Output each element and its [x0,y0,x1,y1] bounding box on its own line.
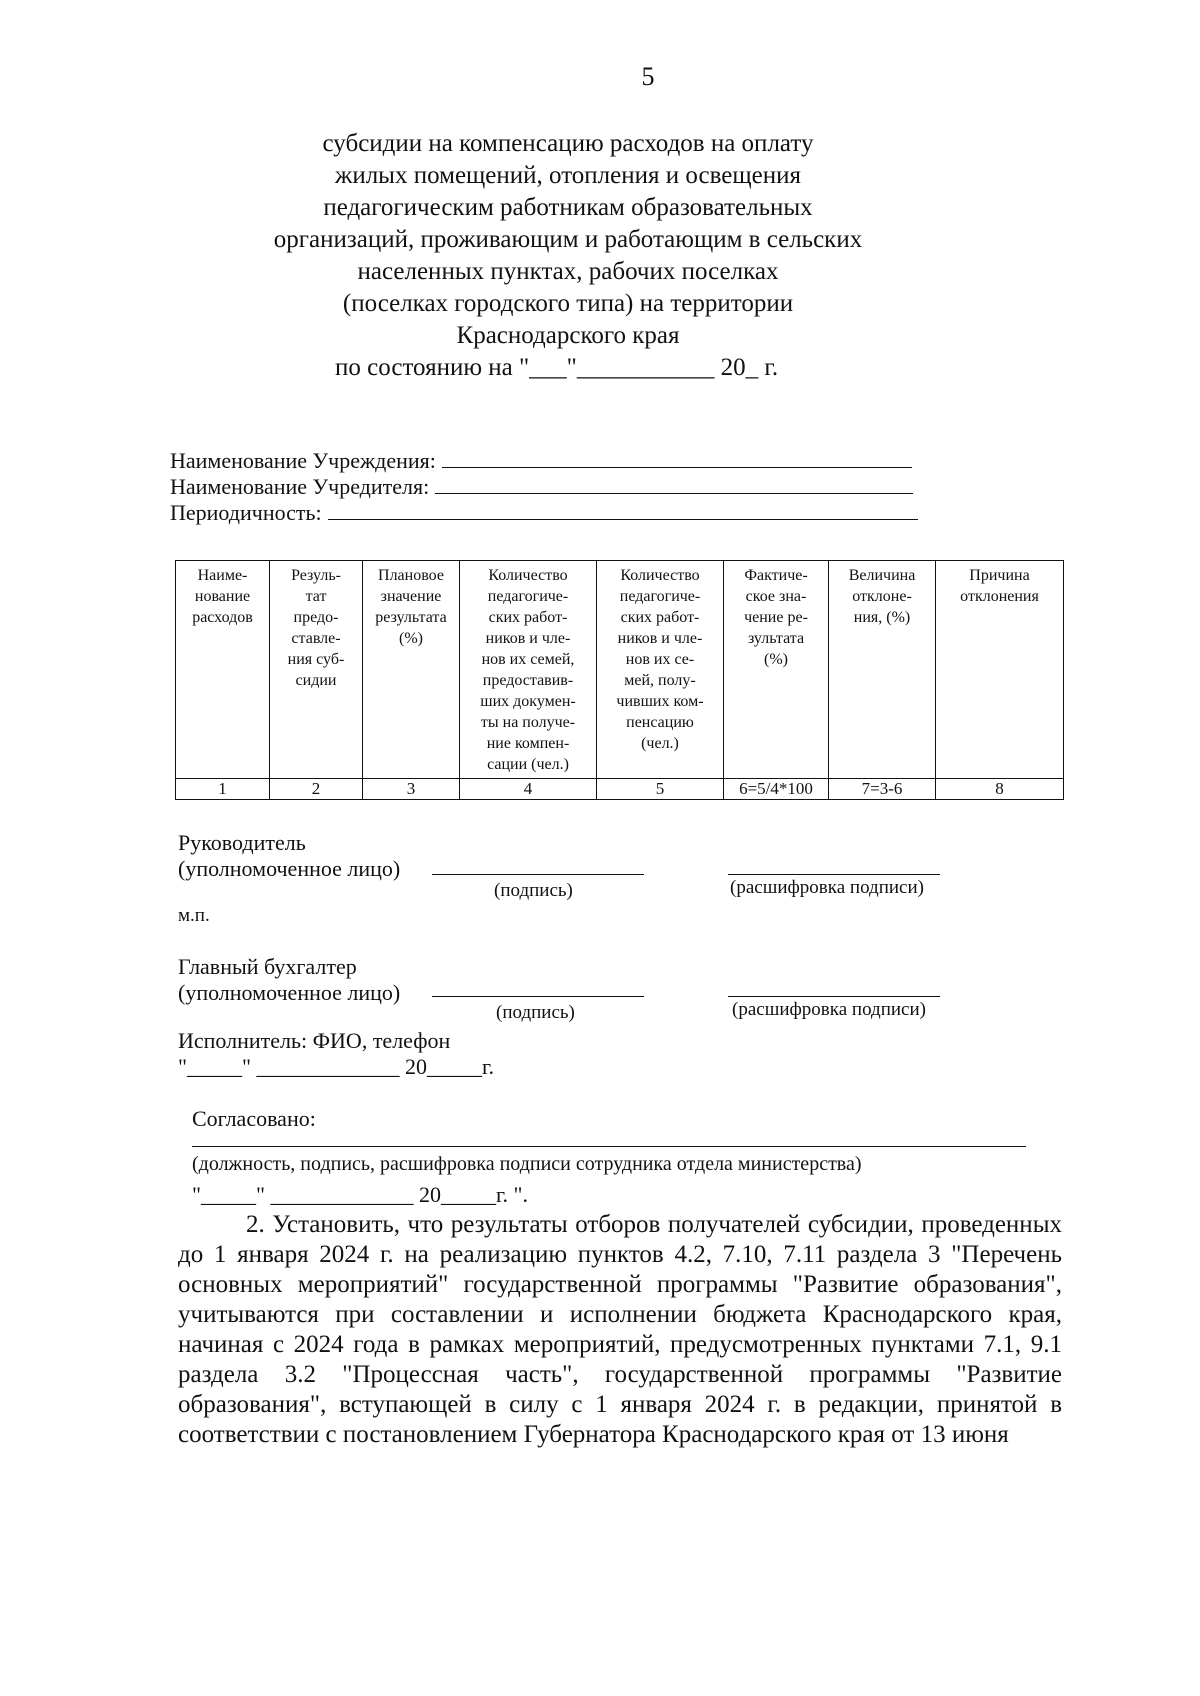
accountant-decode-line [728,996,940,997]
column-number: 3 [363,779,460,800]
column-number: 8 [936,779,1064,800]
column-number: 6=5/4*100 [724,779,829,800]
title-line: населенных пунктах, рабочих поселках [357,258,779,285]
authorized-label: (уполномоченное лицо) [178,856,401,881]
header-applicants-count: Количество педагогиче- ских работ- ников и чле- нов их семей, предоставив- ших докумен- ты на получе- ние компен- сации (чел.) [460,561,597,779]
periodicity-blank [328,501,918,520]
table-header-row [176,561,1064,779]
header-expense-name: Наиме- нование расходов [176,561,270,779]
institution-blank [442,449,912,468]
results-table [175,560,1064,800]
column-number: 1 [176,779,270,800]
head-signature-line [432,874,644,875]
header-deviation: Величина отклоне- ния, (%) [829,561,936,779]
as-of-date: по состоянию на "___"___________ 20_ г. [335,354,779,381]
founder-label: Наименование Учредителя: [170,474,430,499]
column-number: 5 [597,779,724,800]
signature-caption: (подпись) [496,1002,575,1023]
founder-blank [435,475,913,494]
header-planned-value: Плановое значение результата (%) [363,561,460,779]
executor-label: Исполнитель: ФИО, телефон [178,1028,451,1053]
form-title [260,128,876,352]
institution-field [170,448,912,474]
column-number: 7=3-6 [829,779,936,800]
header-recipients-count: Количество педагогиче- ских работ- ников и чле- нов их се- мей, полу- чивших ком- пенсацию (чел.) [597,561,724,779]
periodicity-label: Периодичность: [170,500,322,525]
authorized-label: (уполномоченное лицо) [178,980,401,1005]
title-line: Краснодарского края [456,322,680,349]
column-number: 2 [270,779,363,800]
stamp-label: м.п. [178,905,210,926]
decode-caption: (расшифровка подписи) [730,877,924,898]
agreed-line [192,1146,1026,1147]
head-decode-line [728,874,940,875]
signature-caption: (подпись) [494,880,573,901]
agreed-label: Согласовано: [192,1106,316,1131]
agreed-date: "_____" _____________ 20_____г. ". [192,1182,528,1207]
title-line: жилых помещений, отопления и освещения [335,162,801,189]
column-number: 4 [460,779,597,800]
header-result: Резуль- тат предо- ставле- ния суб- сидии [270,561,363,779]
periodicity-field [170,500,918,526]
table-number-row [176,779,1064,800]
chief-accountant-label: Главный бухгалтер [178,954,357,979]
head-label: Руководитель [178,830,306,855]
header-deviation-reason: Причина отклонения [936,561,1064,779]
header-actual-value: Фактиче- ское зна- чение ре- зультата (%) [724,561,829,779]
decode-caption: (расшифровка подписи) [732,999,926,1020]
executor-date: "_____" _____________ 20_____г. [178,1054,495,1079]
title-line: (поселках городского типа) на территории [342,290,794,317]
agreed-caption: (должность, подпись, расшифровка подписи сотрудника отдела министерства) [192,1153,862,1175]
title-line: субсидии на компенсацию расходов на оплату [322,130,814,157]
accountant-signature-line [432,996,644,997]
founder-field [170,474,913,500]
title-line: организаций, проживающим и работающим в сельских [273,226,863,253]
paragraph-2: 2. Установить, что результаты отборов получателей субсидии, проведенных до 1 января 2024 г. на реализацию пунктов 4.2, 7.10, 7.11 раздела 3 "Перечень основных мероприятий" государственной программы "Развитие образования", учитываются при составлении и исполнении бюджета Краснодарского края, начиная с 2024 года в рамках мероприятий, предусмотренных пунктами 7.1, 9.1 раздела 3.2 "Процессная часть", государственной программы "Развитие образования", вступающей в силу с 1 января 2024 г. в редакции, принятой в соответствии с постановлением Губернатора Краснодарского края от 13 июня [178,1211,1062,1448]
title-line: педагогическим работникам образовательных [323,194,813,221]
institution-label: Наименование Учреждения: [170,448,436,473]
page-number: 5 [641,62,655,91]
